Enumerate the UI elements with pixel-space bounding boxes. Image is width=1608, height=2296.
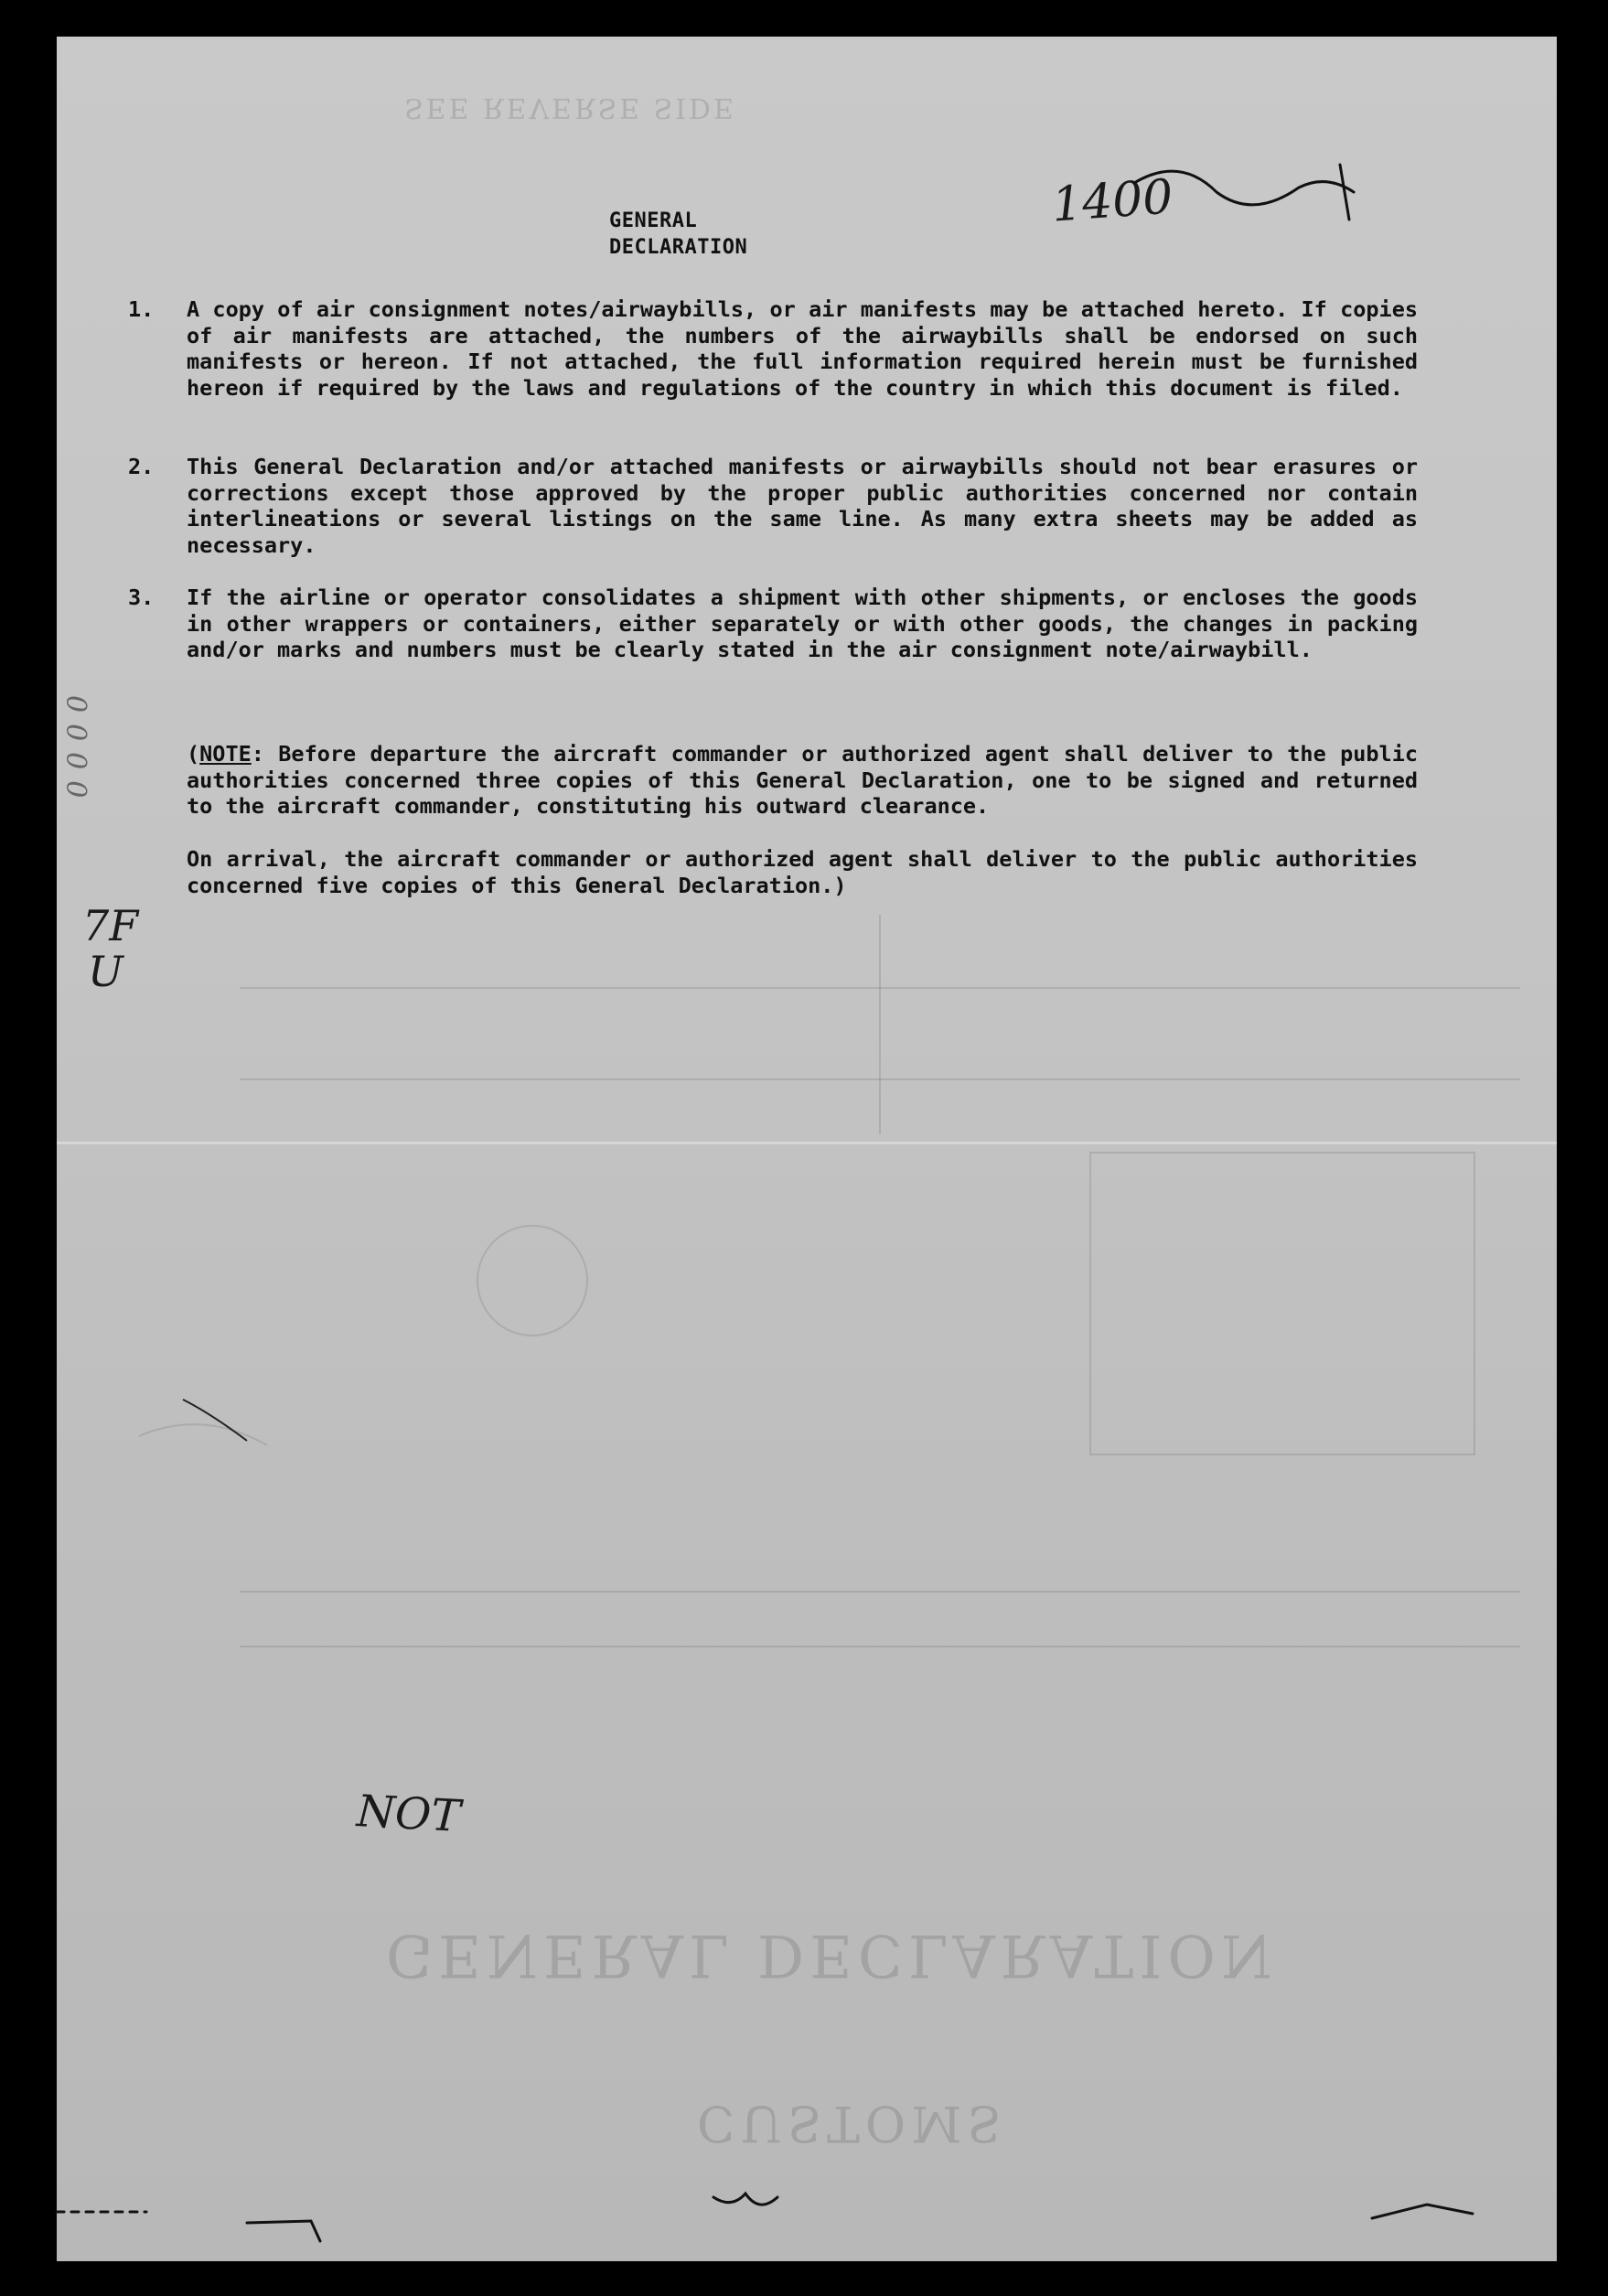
item-number: 2. bbox=[128, 454, 155, 479]
bleed-through-top: SEE REVERSE SIDE bbox=[404, 91, 736, 123]
item-text: If the airline or operator consolidates a shipment with other shipments, or encloses the goods in other wrappers or containers, either separately or with other goods, the changes in packing and/or marks and numbers must be clearly stated in the air consignment note/airwaybill. bbox=[187, 585, 1418, 662]
arrival-paragraph: On arrival, the aircraft commander or authorized agent shall deliver to the public authorities concerned five copies of this General Declaration.) bbox=[187, 846, 1418, 898]
note-label: NOTE bbox=[199, 741, 252, 767]
item-number: 3. bbox=[128, 585, 155, 610]
item-text: A copy of air consignment notes/airwaybills, or air manifests may be attached hereto. If copies of air manifests are attached, the numbers of the airwaybills shall be endorsed on such manifests or hereon. If not attached, the full information required herein must be furnished hereon if required by the laws and regulations of the country in which this document is filed. bbox=[187, 296, 1418, 401]
handwritten-annotation-top: 1400 bbox=[1050, 169, 1175, 233]
item-text: This General Declaration and/or attached manifests or airwaybills should not bear erasures or corrections except those approved by the proper public authorities concerned nor contain interlineations or several listings on the same line. As many extra sheets may be added as necessary. bbox=[187, 454, 1418, 558]
handwritten-annotation-side-mark-2: U bbox=[88, 947, 123, 996]
handwritten-annotation-side: 0000 bbox=[59, 695, 91, 810]
note-open: ( bbox=[187, 741, 200, 767]
note-colon: : bbox=[251, 741, 264, 767]
handwritten-annotation-bottom: NOT bbox=[355, 1786, 462, 1842]
bleed-through-heading: GENERAL DECLARATION bbox=[386, 1921, 1278, 1989]
page-title: GENERAL DECLARATION bbox=[609, 209, 748, 259]
item-number: 1. bbox=[128, 296, 155, 322]
handwritten-annotation-side-mark: 7F bbox=[82, 901, 139, 950]
note-text: Before departure the aircraft commander or authorized agent shall deliver to the public authorities concerned three copies of this General Declaration, one to be signed and returned to the aircraft commander, constituting his outward clearance. bbox=[187, 741, 1418, 819]
bleed-through-customs: CUSTOMS bbox=[697, 2095, 1007, 2152]
